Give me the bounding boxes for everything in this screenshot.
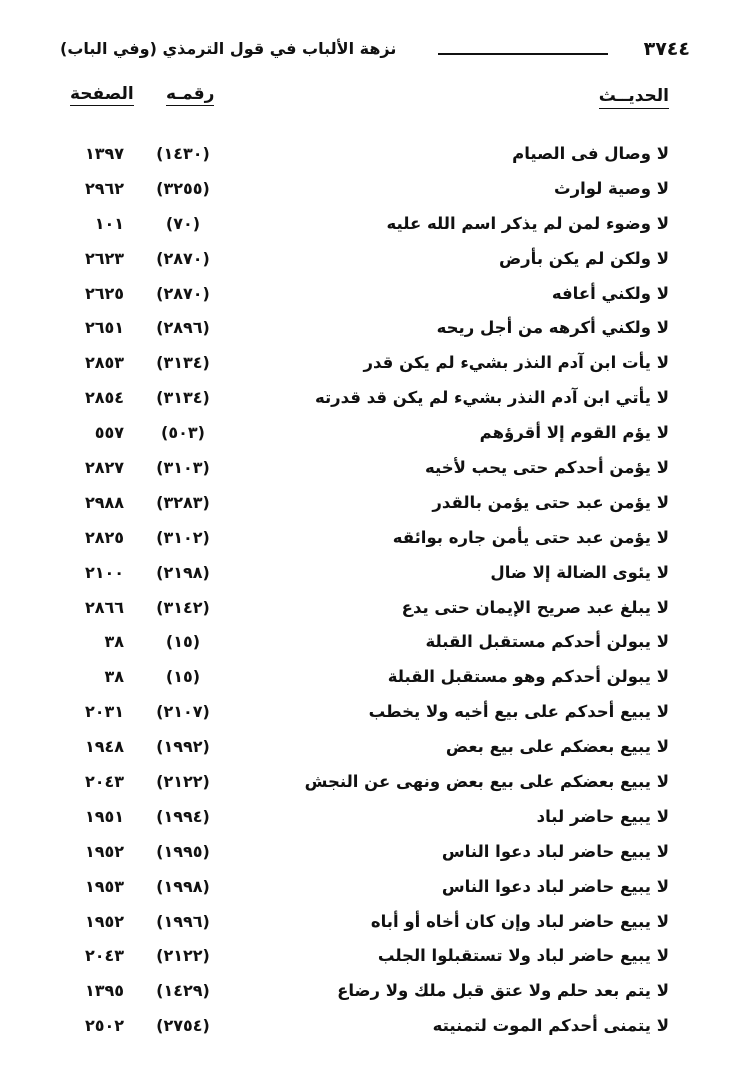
running-title: نزهة الألباب في قول الترمذي (وفي الباب) (60, 39, 397, 58)
entry-page: ١٩٥٣ (84, 876, 124, 896)
entry-text: لا يؤمن عبد حتى يؤمن بالقدر (432, 492, 669, 512)
entry-page: ٣٨ (104, 632, 124, 652)
running-header (60, 36, 690, 66)
entry-page: ٢٨٢٧ (84, 458, 124, 478)
entry-page: ١٠١ (94, 213, 124, 233)
entry-page: ١٩٥٢ (84, 841, 124, 861)
entry-number: (١٤٢٩) (156, 981, 210, 1001)
entry-number: (١٥) (165, 632, 201, 652)
entry-page: ٢٨٥٣ (84, 353, 124, 373)
entry-number: (١٩٩٥) (156, 841, 210, 861)
entry-text: لا يبلغ عبد صريح الإيمان حتى يدع (401, 597, 669, 617)
entry-text: لا يئوى الضالة إلا ضال (490, 562, 669, 582)
entry-page: ٢٨٦٦ (84, 597, 124, 617)
index-entry (0, 770, 755, 805)
index-entry (0, 665, 755, 700)
index-entry (0, 805, 755, 840)
index-entry (0, 979, 755, 1014)
entry-text: لا يتمنى أحدكم الموت لتمنيته (432, 1016, 669, 1036)
column-heading-hadith: الحديــث (599, 86, 669, 109)
entry-number: (١٩٩٦) (156, 911, 210, 931)
entry-page: ٢٠٤٣ (84, 946, 124, 966)
index-entry (0, 875, 755, 910)
index-entry (0, 456, 755, 491)
entry-text: لا ولكن لم يكن بأرض (498, 248, 669, 268)
entry-number: (١٩٩٨) (156, 876, 210, 896)
index-entry (0, 177, 755, 212)
entry-number: (٢٨٧٠) (156, 283, 210, 303)
index-entry (0, 735, 755, 770)
entry-page: ٣٨ (104, 667, 124, 687)
index-entries (0, 142, 755, 1049)
index-entry (0, 282, 755, 317)
entry-text: لا وضوء لمن لم يذكر اسم الله عليه (386, 213, 669, 233)
entry-number: (٣٢٥٥) (156, 178, 210, 198)
entry-page: ٢٨٢٥ (84, 527, 124, 547)
entry-text: لا يبيع حاضر لباد ولا تستقبلوا الجلب (377, 946, 669, 966)
index-entry (0, 840, 755, 875)
entry-number: (٧٠) (165, 213, 201, 233)
column-heading-page: الصفحة (70, 84, 134, 104)
header-rule (438, 53, 608, 55)
entry-number: (٢١٩٨) (156, 562, 210, 582)
entry-number: (١٥) (165, 667, 201, 687)
page-number: ٣٧٤٤ (643, 38, 690, 60)
entry-page: ١٩٥١ (84, 806, 124, 826)
entry-number: (٢١٢٢) (156, 946, 210, 966)
entry-page: ١٩٥٢ (84, 911, 124, 931)
index-entry (0, 142, 755, 177)
entry-text: لا يبيع بعضكم على بيع بعض ونهى عن النجش (304, 772, 669, 792)
entry-text: لا يأتي ابن آدم النذر بشيء لم يكن قد قدرته (314, 388, 669, 408)
index-entry (0, 596, 755, 631)
entry-number: (٢١٠٧) (156, 702, 210, 722)
entry-text: لا يبيع حاضر لباد دعوا الناس (441, 841, 669, 861)
entry-number: (١٩٩٤) (156, 806, 210, 826)
entry-text: لا يؤم القوم إلا أقرؤهم (479, 423, 669, 443)
entry-number: (٣١٤٢) (156, 597, 210, 617)
index-entry (0, 491, 755, 526)
entry-number: (٣١٠٣) (156, 458, 210, 478)
entry-page: ٥٥٧ (94, 423, 124, 443)
entry-number: (٣١٣٤) (156, 388, 210, 408)
column-headings (0, 84, 755, 118)
index-entry (0, 630, 755, 665)
index-entry (0, 944, 755, 979)
entry-page: ١٣٩٥ (84, 981, 124, 1001)
entry-number: (٢٨٧٠) (156, 248, 210, 268)
entry-page: ٢١٠٠ (84, 562, 124, 582)
entry-page: ٢٦٢٣ (84, 248, 124, 268)
entry-text: لا يبيع حاضر لباد وإن كان أخاه أو أباه (370, 911, 669, 931)
column-heading-number: رقمـه (166, 84, 215, 104)
entry-text: لا ولكني أكرهه من أجل ريحه (436, 318, 669, 338)
entry-text: لا وصال فى الصيام (512, 144, 669, 163)
entry-page: ٢٥٠٢ (84, 1016, 124, 1036)
index-entry (0, 421, 755, 456)
entry-text: لا يبيع حاضر لباد (536, 806, 669, 826)
entry-text: لا يتم بعد حلم ولا عتق قبل ملك ولا رضاع (337, 981, 669, 1001)
entry-text: لا يبيع بعضكم على بيع بعض (445, 737, 669, 757)
entry-number: (٢٨٩٦) (156, 318, 210, 338)
index-entry (0, 910, 755, 945)
entry-text: لا يؤمن عبد حتى يأمن جاره بوائقه (392, 527, 669, 547)
entry-page: ٢٩٨٨ (84, 492, 124, 512)
entry-number: (١٩٩٢) (156, 737, 210, 757)
index-entry (0, 351, 755, 386)
entry-number: (٣٢٨٣) (156, 492, 210, 512)
entry-text: لا يبولن أحدكم مستقبل القبلة (425, 632, 669, 652)
entry-text: لا يبيع حاضر لباد دعوا الناس (441, 876, 669, 896)
index-entry (0, 386, 755, 421)
index-entry (0, 212, 755, 247)
entry-text: لا يبيع أحدكم على بيع أخيه ولا يخطب (368, 702, 669, 722)
entry-number: (٢١٢٢) (156, 772, 210, 792)
entry-number: (٥٠٣) (161, 423, 205, 443)
entry-number: (٣١٣٤) (156, 353, 210, 373)
index-entry (0, 561, 755, 596)
entry-number: (١٤٣٠) (156, 144, 210, 163)
entry-page: ٢٦٢٥ (84, 283, 124, 303)
entry-page: ١٩٤٨ (84, 737, 124, 757)
entry-text: لا يأت ابن آدم النذر بشيء لم يكن قدر (363, 353, 669, 373)
entry-number: (٣١٠٢) (156, 527, 210, 547)
entry-page: ٢٠٤٣ (84, 772, 124, 792)
entry-text: لا يؤمن أحدكم حتى يحب لأخيه (424, 458, 669, 478)
index-entry (0, 1014, 755, 1049)
entry-page: ٢٠٣١ (84, 702, 124, 722)
entry-page: ١٣٩٧ (84, 144, 124, 163)
entry-text: لا يبولن أحدكم وهو مستقبل القبلة (387, 667, 669, 687)
index-entry (0, 316, 755, 351)
entry-page: ٢٦٥١ (84, 318, 124, 338)
index-entry (0, 700, 755, 735)
entry-number: (٢٧٥٤) (156, 1016, 210, 1036)
entry-text: لا ولكني أعافه (551, 283, 669, 303)
entry-page: ٢٩٦٢ (84, 178, 124, 198)
entry-text: لا وصية لوارث (554, 178, 669, 198)
index-entry (0, 526, 755, 561)
entry-page: ٢٨٥٤ (84, 388, 124, 408)
index-entry (0, 247, 755, 282)
